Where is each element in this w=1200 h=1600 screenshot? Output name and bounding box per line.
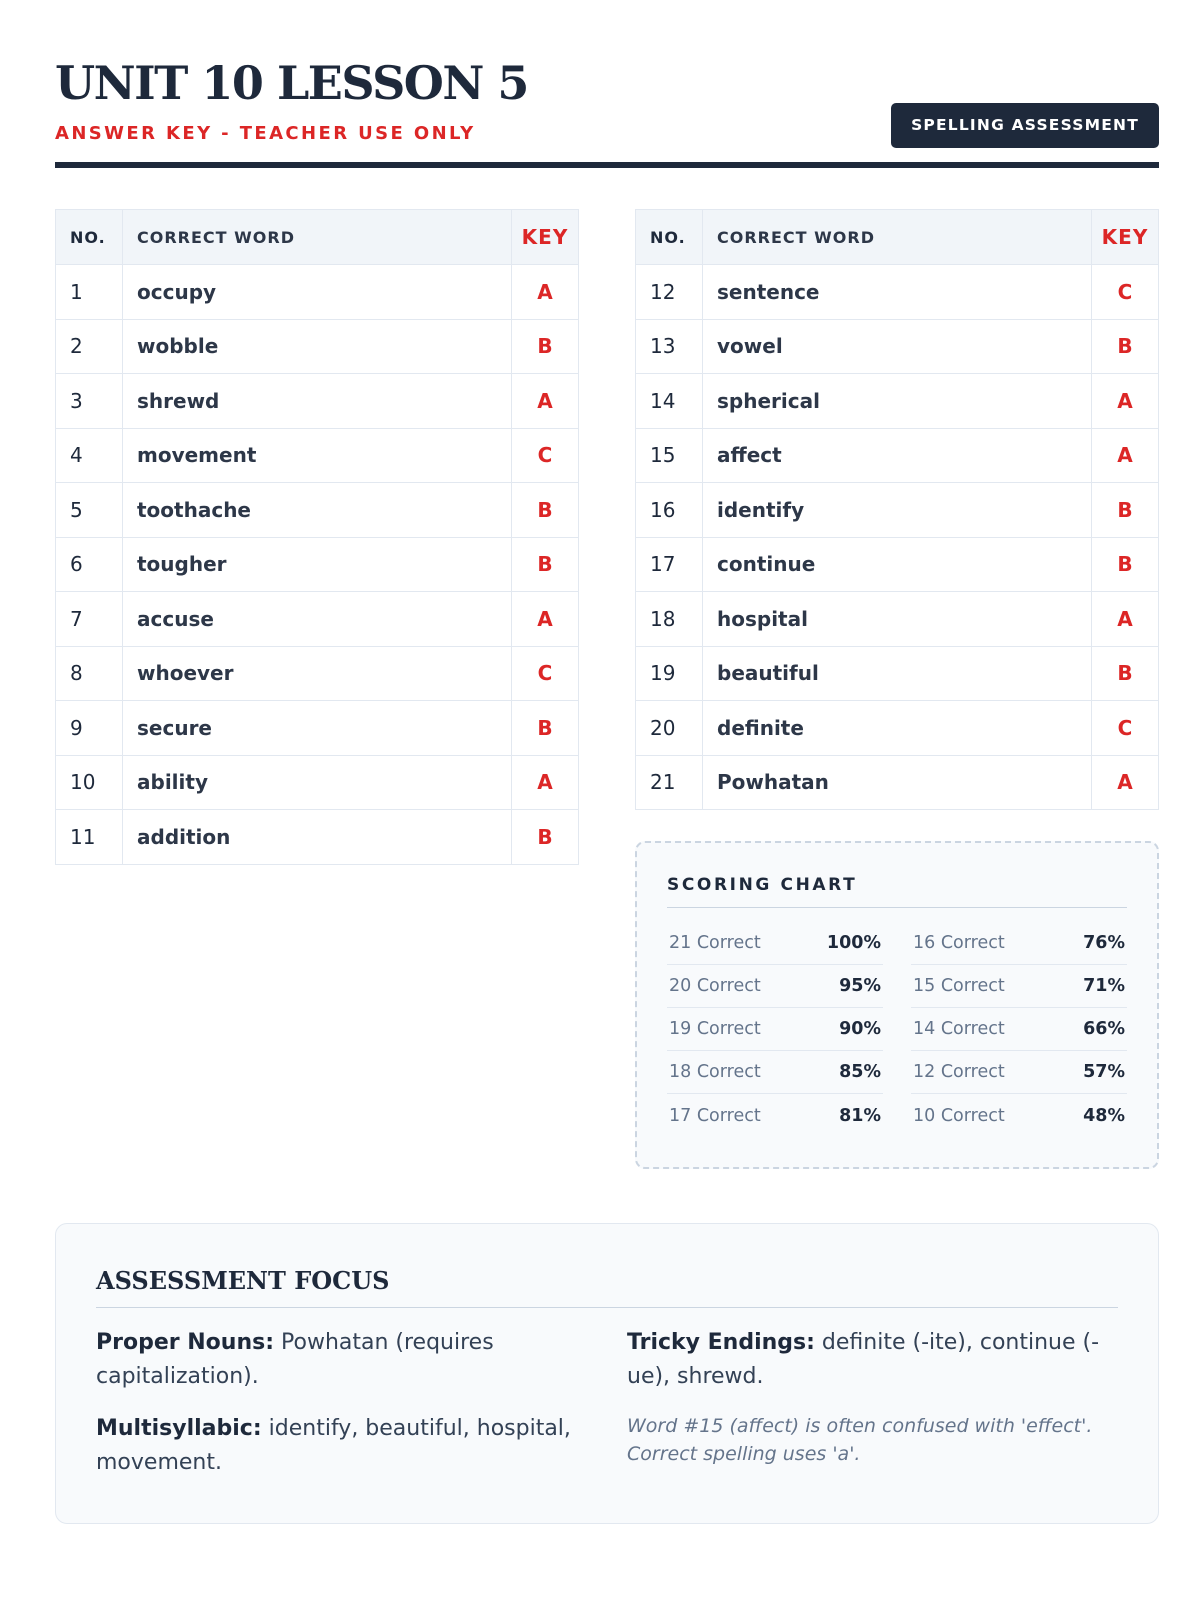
correct-word: toothache	[123, 483, 512, 538]
correct-word: hospital	[703, 592, 1092, 647]
score-row	[911, 965, 1127, 1008]
score-row	[667, 922, 883, 965]
answer-key-letter: B	[512, 701, 579, 756]
score-label: 15 Correct	[913, 976, 1005, 996]
column-header-word: CORRECT WORD	[703, 210, 1092, 265]
correct-word: secure	[123, 701, 512, 756]
correct-word: addition	[123, 810, 512, 865]
word-number: 6	[56, 537, 123, 592]
word-number: 13	[636, 319, 703, 374]
correct-word: sentence	[703, 265, 1092, 320]
word-number: 4	[56, 428, 123, 483]
correct-word: continue	[703, 537, 1092, 592]
correct-word: vowel	[703, 319, 1092, 374]
correct-word: shrewd	[123, 374, 512, 429]
answer-key-letter: A	[1092, 428, 1159, 483]
table-row	[56, 319, 579, 374]
correct-word: accuse	[123, 592, 512, 647]
answer-table-left	[55, 209, 579, 865]
word-number: 18	[636, 592, 703, 647]
score-percent: 90%	[839, 1019, 881, 1039]
assessment-focus-panel	[55, 1223, 1159, 1524]
scoring-grid	[667, 922, 1127, 1137]
page-subtitle: ANSWER KEY - TEACHER USE ONLY	[55, 123, 476, 144]
table-row	[636, 265, 1159, 320]
answer-key-letter: A	[512, 755, 579, 810]
answer-key-letter: B	[512, 483, 579, 538]
word-number: 7	[56, 592, 123, 647]
table-row	[56, 646, 579, 701]
score-label: 10 Correct	[913, 1105, 1005, 1126]
correct-word: wobble	[123, 319, 512, 374]
column-header-key: KEY	[512, 210, 579, 265]
assessment-focus-title: ASSESSMENT FOCUS	[96, 1266, 1118, 1308]
assessment-badge: SPELLING ASSESSMENT	[891, 103, 1159, 148]
correct-word: identify	[703, 483, 1092, 538]
focus-tricky-endings-label: Tricky Endings:	[627, 1330, 815, 1355]
word-number: 10	[56, 755, 123, 810]
answer-key-letter: B	[1092, 483, 1159, 538]
table-row	[636, 319, 1159, 374]
answer-key-letter: B	[1092, 319, 1159, 374]
table-header-row	[636, 210, 1159, 265]
table-row	[636, 592, 1159, 647]
word-number: 3	[56, 374, 123, 429]
word-number: 8	[56, 646, 123, 701]
word-number: 16	[636, 483, 703, 538]
correct-word: beautiful	[703, 646, 1092, 701]
column-header-no: NO.	[636, 210, 703, 265]
word-number: 9	[56, 701, 123, 756]
word-number: 21	[636, 755, 703, 810]
score-label: 14 Correct	[913, 1019, 1005, 1039]
word-number: 11	[56, 810, 123, 865]
page-header	[55, 0, 1159, 168]
table-row	[56, 428, 579, 483]
answer-key-letter: B	[512, 319, 579, 374]
answer-key-letter: A	[1092, 374, 1159, 429]
answer-key-letter: A	[512, 265, 579, 320]
table-row	[56, 755, 579, 810]
score-label: 16 Correct	[913, 933, 1005, 953]
table-row	[636, 428, 1159, 483]
correct-word: whoever	[123, 646, 512, 701]
word-number: 5	[56, 483, 123, 538]
correct-word: affect	[703, 428, 1092, 483]
table-row	[636, 374, 1159, 429]
scoring-column-right	[911, 922, 1127, 1137]
word-number: 14	[636, 374, 703, 429]
table-row	[56, 592, 579, 647]
focus-proper-nouns	[96, 1326, 587, 1394]
focus-multisyllabic	[96, 1412, 587, 1480]
answer-key-letter: C	[512, 646, 579, 701]
answer-table-right	[635, 209, 1159, 810]
score-percent: 85%	[839, 1062, 881, 1082]
answer-key-letter: A	[512, 592, 579, 647]
word-number: 12	[636, 265, 703, 320]
answer-key-letter: C	[1092, 265, 1159, 320]
answer-key-letter: B	[512, 537, 579, 592]
table-row	[636, 755, 1159, 810]
score-row	[667, 1008, 883, 1051]
score-row	[911, 1051, 1127, 1094]
table-row	[56, 483, 579, 538]
score-percent: 100%	[826, 933, 881, 953]
score-percent: 48%	[1083, 1105, 1125, 1126]
focus-tricky-endings	[627, 1326, 1118, 1394]
score-percent: 66%	[1083, 1019, 1125, 1039]
column-header-word: CORRECT WORD	[123, 210, 512, 265]
answer-key-letter: B	[1092, 646, 1159, 701]
score-label: 17 Correct	[669, 1105, 761, 1126]
focus-column-left	[96, 1326, 587, 1498]
word-number: 2	[56, 319, 123, 374]
score-percent: 57%	[1083, 1062, 1125, 1082]
column-header-key: KEY	[1092, 210, 1159, 265]
scoring-column-left	[667, 922, 883, 1137]
table-header-row	[56, 210, 579, 265]
focus-tricky-endings-text: definite (-ite), continue (-ue), shrewd.	[627, 1330, 1100, 1389]
word-number: 17	[636, 537, 703, 592]
focus-proper-nouns-label: Proper Nouns:	[96, 1330, 275, 1355]
focus-note: Word #15 (affect) is often confused with 'effect'. Correct spelling uses 'a'.	[627, 1415, 1093, 1465]
answer-key-letter: A	[1092, 755, 1159, 810]
score-label: 20 Correct	[669, 976, 761, 996]
score-label: 18 Correct	[669, 1062, 761, 1082]
focus-proper-nouns-text: Powhatan (requires capitalization).	[96, 1330, 494, 1389]
table-row	[636, 701, 1159, 756]
score-label: 12 Correct	[913, 1062, 1005, 1082]
table-row	[636, 483, 1159, 538]
focus-multisyllabic-text: identify, beautiful, hospital, movement.	[96, 1416, 571, 1475]
scoring-chart	[635, 841, 1159, 1169]
score-row	[911, 1094, 1127, 1137]
score-row	[667, 965, 883, 1008]
answer-key-letter: A	[1092, 592, 1159, 647]
correct-word: movement	[123, 428, 512, 483]
answer-key-letter: B	[512, 810, 579, 865]
score-percent: 71%	[1083, 976, 1125, 996]
score-row	[911, 922, 1127, 965]
score-label: 19 Correct	[669, 1019, 761, 1039]
table-row	[56, 265, 579, 320]
table-row	[636, 537, 1159, 592]
answer-key-page	[55, 0, 1159, 1475]
correct-word: ability	[123, 755, 512, 810]
answer-key-letter: C	[512, 428, 579, 483]
correct-word: tougher	[123, 537, 512, 592]
score-percent: 76%	[1083, 933, 1125, 953]
score-row	[667, 1051, 883, 1094]
assessment-focus-columns	[96, 1326, 1118, 1498]
answer-key-letter: A	[512, 374, 579, 429]
answer-key-letter: B	[1092, 537, 1159, 592]
word-number: 15	[636, 428, 703, 483]
word-number: 1	[56, 265, 123, 320]
table-row	[56, 701, 579, 756]
correct-word: Powhatan	[703, 755, 1092, 810]
table-row	[56, 374, 579, 429]
word-number: 20	[636, 701, 703, 756]
word-number: 19	[636, 646, 703, 701]
table-row	[56, 537, 579, 592]
correct-word: occupy	[123, 265, 512, 320]
score-row	[667, 1094, 883, 1137]
score-percent: 81%	[839, 1105, 881, 1126]
score-row	[911, 1008, 1127, 1051]
page-title: UNIT 10 LESSON 5	[55, 56, 528, 110]
answer-key-letter: C	[1092, 701, 1159, 756]
correct-word: definite	[703, 701, 1092, 756]
table-row	[636, 646, 1159, 701]
column-header-no: NO.	[56, 210, 123, 265]
table-row	[56, 810, 579, 865]
score-label: 21 Correct	[669, 933, 761, 953]
focus-multisyllabic-label: Multisyllabic:	[96, 1416, 262, 1441]
score-percent: 95%	[839, 976, 881, 996]
focus-column-right	[627, 1326, 1118, 1498]
scoring-chart-title: SCORING CHART	[667, 875, 1127, 908]
correct-word: spherical	[703, 374, 1092, 429]
